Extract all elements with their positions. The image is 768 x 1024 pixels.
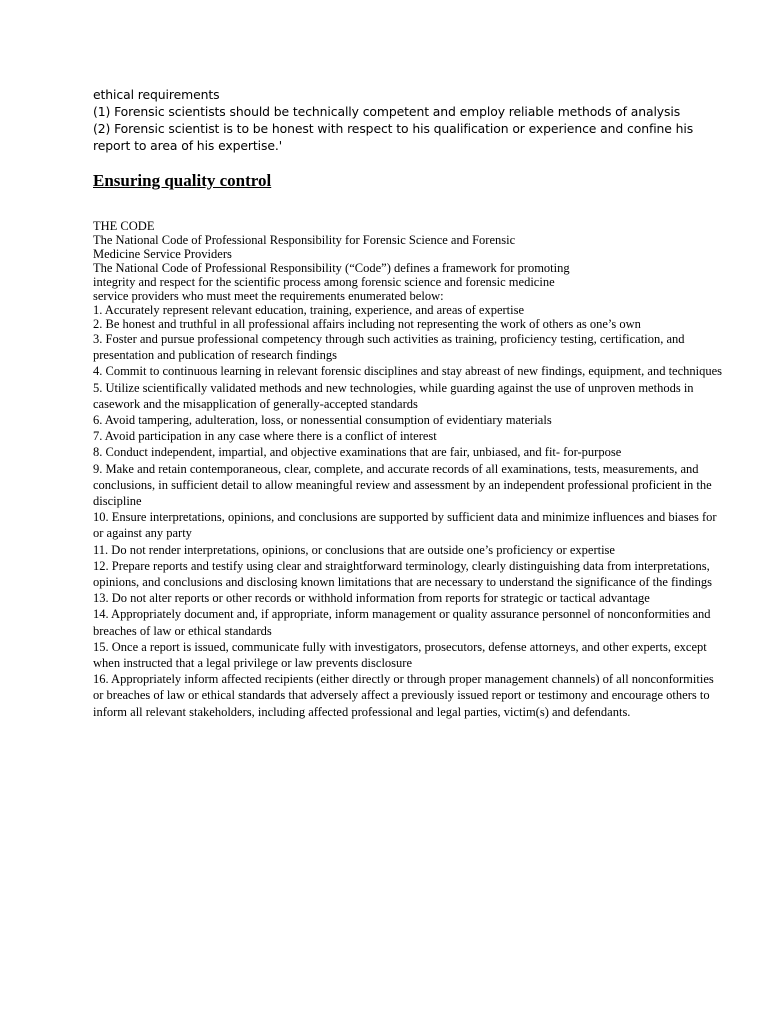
list-item: 4. Commit to continuous learning in relevant forensic disciplines and stay abreast of new findings, equipment, and techniques — [93, 364, 723, 379]
code-requirements-list — [93, 303, 723, 720]
list-item: 13. Do not alter reports or other records or withhold information from reports for strategic or tactical advantage — [93, 591, 650, 606]
code-description-line-3: service providers who must meet the requirements enumerated below: — [93, 289, 444, 303]
code-title-line-1: The National Code of Professional Responsibility for Forensic Science and Forensic — [93, 233, 516, 247]
list-item: 2. Be honest and truthful in all professional affairs including not representing the work of others as one’s own — [93, 317, 641, 331]
list-item: 11. Do not render interpretations, opinions, or conclusions that are outside one’s proficiency or expertise — [93, 542, 615, 557]
code-label: THE CODE — [93, 219, 155, 233]
list-item: 1. Accurately represent relevant education, training, experience, and areas of expertise — [93, 303, 525, 317]
code-description-line-1: The National Code of Professional Responsibility (“Code”) defines a framework for promoting — [93, 261, 570, 275]
list-item: 7. Avoid participation in any case where there is a conflict of interest — [93, 429, 437, 444]
section-heading: Ensuring quality control — [93, 171, 272, 190]
list-item: 10. Ensure interpretations, opinions, and conclusions are supported by sufficient data and minimize influences and biases for or against any party — [93, 510, 717, 541]
intro-line-2: (1) Forensic scientists should be technically competent and employ reliable methods of analysis — [93, 104, 681, 119]
code-description-line-2: integrity and respect for the scientific process among forensic science and forensic medicine — [93, 275, 555, 289]
list-item: 5. Utilize scientifically validated methods and new technologies, while guarding against the use of unproven methods in casework and the misapplication of generally-accepted standards — [93, 380, 694, 411]
list-item: 16. Appropriately inform affected recipients (either directly or through proper management channels) of all nonconformities or breaches of law or ethical standards that adversely affect a previously issued report or testimony and encourage others to inform all relevant stakeholders, including affected professional and legal parties, victim(s) and defendants. — [93, 672, 714, 719]
code-title-line-2: Medicine Service Providers — [93, 247, 232, 261]
list-item: 15. Once a report is issued, communicate fully with investigators, prosecutors, defense attorneys, and other experts, except when instructed that a legal privilege or law prevents disclosure — [93, 639, 707, 671]
code-intro — [93, 219, 723, 303]
list-item: 8. Conduct independent, impartial, and objective examinations that are fair, unbiased, and fit- for-purpose — [93, 445, 622, 460]
list-item: 14. Appropriately document and, if appropriate, inform management or quality assurance personnel of nonconformities and breaches of law or ethical standards — [93, 607, 711, 638]
ethical-requirements-section — [93, 86, 723, 154]
list-item: 6. Avoid tampering, adulteration, loss, or nonessential consumption of evidentiary materials — [93, 413, 552, 428]
list-item: 9. Make and retain contemporaneous, clear, complete, and accurate records of all examinations, tests, measurements, and conclusions, in sufficient detail to allow meaningful review and assessment by an independent professional proficient in the discipline — [93, 461, 712, 509]
list-item: 12. Prepare reports and testify using clear and straightforward terminology, clearly distinguishing data from interpretations, opinions, and conclusions and disclosing known limitations that are necessary to understand the significance of the findings — [93, 558, 712, 590]
intro-line-1: ethical requirements — [93, 87, 220, 102]
intro-line-3: (2) Forensic scientist is to be honest with respect to his qualification or experience and confine his report to area of his expertise.' — [93, 121, 694, 153]
list-item: 3. Foster and pursue professional competency through such activities as training, proficiency testing, certification, and presentation and publication of research findings — [93, 332, 685, 363]
document-page — [93, 86, 723, 720]
